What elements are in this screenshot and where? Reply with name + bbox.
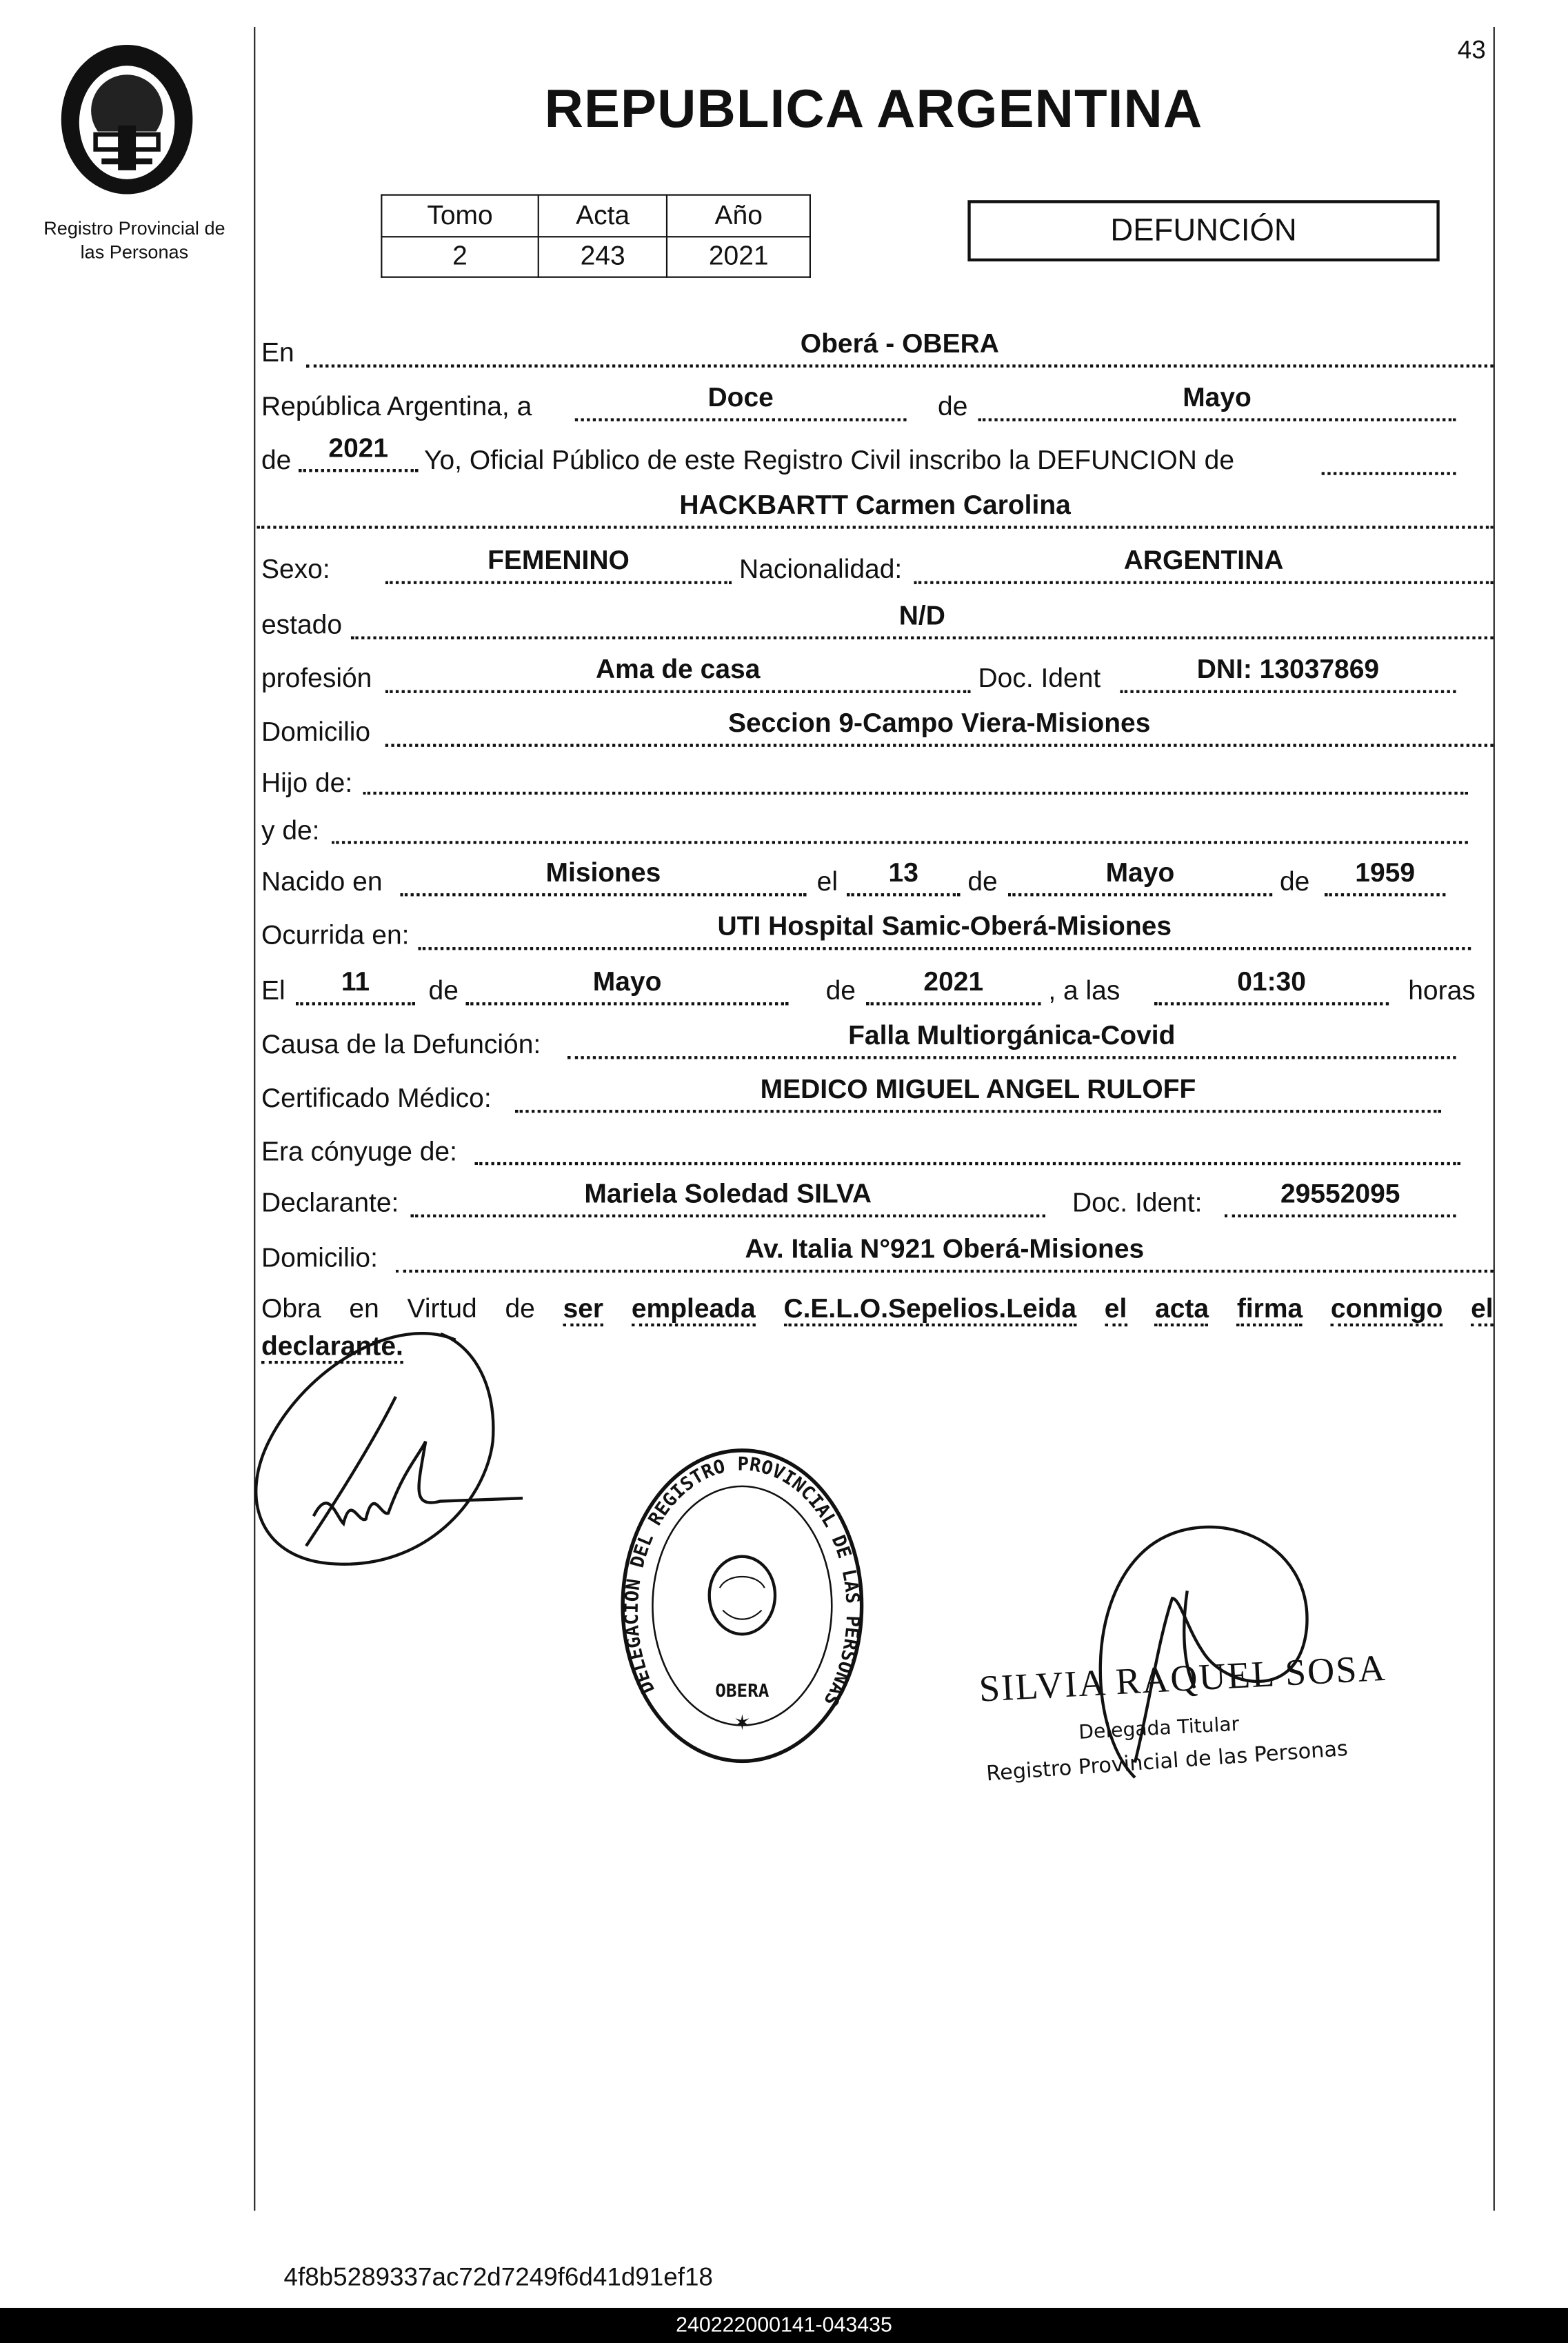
death-time-field: 01:30 bbox=[1154, 966, 1389, 1005]
father-field bbox=[363, 765, 1468, 795]
official-stamp bbox=[615, 1446, 869, 1767]
declarant-name-field: Mariela Soledad SILVA bbox=[411, 1179, 1045, 1217]
nacionalidad-label: Nacionalidad: bbox=[739, 554, 903, 584]
header-tomo: Tomo bbox=[381, 195, 538, 237]
death-place-field: UTI Hospital Samic-Oberá-Misiones bbox=[418, 911, 1471, 950]
obra-value-word: empleada bbox=[632, 1293, 756, 1326]
el-label: El bbox=[261, 975, 285, 1006]
star-icon: ✶ bbox=[733, 1711, 752, 1735]
value-tomo: 2 bbox=[381, 236, 538, 277]
left-margin-line bbox=[254, 27, 255, 2211]
registry-label bbox=[22, 217, 246, 264]
obra-value-end: declarante. bbox=[261, 1331, 403, 1364]
y-de-label: y de: bbox=[261, 815, 320, 846]
obra-word: en bbox=[349, 1293, 379, 1324]
declarante-label: Declarante: bbox=[261, 1187, 399, 1218]
death-month-field: Mayo bbox=[466, 966, 789, 1005]
obra-value-word: C.E.L.O.Sepelios.Leida bbox=[783, 1293, 1076, 1326]
declarant-address-field: Av. Italia N°921 Oberá-Misiones bbox=[396, 1234, 1494, 1273]
conyuge-label: Era cónyuge de: bbox=[261, 1137, 457, 1167]
en-label: En bbox=[261, 337, 294, 368]
stamp-city-text: OBERA bbox=[715, 1681, 770, 1702]
spouse-field bbox=[475, 1133, 1460, 1166]
de-label: de bbox=[261, 445, 292, 475]
birth-day-field: 13 bbox=[847, 857, 961, 896]
doc-ident-field: DNI: 13037869 bbox=[1120, 655, 1456, 693]
doc-ident-label: Doc. Ident: bbox=[1072, 1187, 1203, 1218]
death-day-field: 11 bbox=[296, 966, 415, 1005]
official-office: Registro Provincial de las Personas bbox=[985, 1737, 1349, 1787]
domicilio-label: Domicilio bbox=[261, 717, 371, 747]
registry-label-line-1: Registro Provincial de bbox=[43, 218, 225, 239]
birth-month-field: Mayo bbox=[1008, 857, 1272, 896]
official-name: SILVIA RAQUEL SOSA bbox=[978, 1648, 1388, 1711]
footer-code: 240222000141-043435 bbox=[676, 2312, 892, 2337]
obra-value-word: el bbox=[1471, 1293, 1494, 1326]
header-anio: Año bbox=[667, 195, 810, 237]
inscribo-text: Yo, Oficial Público de este Registro Civil inscribo la DEFUNCION de bbox=[424, 445, 1235, 475]
registration-day-field: Doce bbox=[575, 382, 907, 421]
value-acta: 243 bbox=[539, 236, 667, 277]
marital-status-field: N/D bbox=[351, 601, 1494, 639]
registration-month-field: Mayo bbox=[978, 382, 1456, 421]
horas-label: horas bbox=[1408, 975, 1476, 1006]
page-number: 43 bbox=[1457, 35, 1486, 65]
obra-value-word: firma bbox=[1237, 1293, 1303, 1326]
obra-word: Obra bbox=[261, 1293, 321, 1324]
obra-value-word: ser bbox=[563, 1293, 604, 1326]
blank-field bbox=[1322, 442, 1456, 475]
obra-word: de bbox=[505, 1293, 535, 1324]
de-label: de bbox=[825, 975, 856, 1006]
nationality-field: ARGENTINA bbox=[914, 545, 1493, 584]
profesion-label: profesión bbox=[261, 663, 372, 693]
sex-field: FEMENINO bbox=[385, 545, 732, 584]
birth-year-field: 1959 bbox=[1325, 857, 1445, 896]
el-label: el bbox=[816, 866, 838, 897]
hijo-de-label: Hijo de: bbox=[261, 768, 353, 798]
registration-year-field: 2021 bbox=[299, 433, 418, 472]
header-acta: Acta bbox=[539, 195, 667, 237]
place-field: Oberá - OBERA bbox=[306, 328, 1494, 367]
footer-bar bbox=[0, 2308, 1568, 2343]
address-field: Seccion 9-Campo Viera-Misiones bbox=[385, 708, 1494, 747]
obra-value-word: conmigo bbox=[1331, 1293, 1443, 1326]
medical-certificate-field: MEDICO MIGUEL ANGEL RULOFF bbox=[515, 1074, 1441, 1113]
estado-label: estado bbox=[261, 609, 343, 639]
death-year-field: 2021 bbox=[866, 966, 1041, 1005]
record-table bbox=[381, 195, 811, 278]
sexo-label: Sexo: bbox=[261, 554, 330, 584]
document-type-box: DEFUNCIÓN bbox=[967, 200, 1439, 261]
causa-label: Causa de la Defunción: bbox=[261, 1029, 541, 1059]
declarant-signature bbox=[246, 1322, 545, 1576]
deceased-name-field: HACKBARTT Carmen Carolina bbox=[257, 490, 1494, 528]
a-las-label: , a las bbox=[1048, 975, 1120, 1006]
obra-value-word: acta bbox=[1155, 1293, 1209, 1326]
declarant-doc-field: 29552095 bbox=[1225, 1179, 1456, 1217]
ocurrida-en-label: Ocurrida en: bbox=[261, 920, 410, 950]
republica-label: República Argentina, a bbox=[261, 391, 532, 421]
value-anio: 2021 bbox=[667, 236, 810, 277]
registry-label-line-2: las Personas bbox=[80, 241, 189, 263]
certificado-label: Certificado Médico: bbox=[261, 1083, 492, 1113]
page-title: REPUBLICA ARGENTINA bbox=[544, 77, 1203, 139]
stamp-ring-text: DELEGACION DEL REGISTRO PROVINCIAL DE LAS PERSONAS bbox=[621, 1453, 864, 1710]
obra-word: Virtud bbox=[407, 1293, 477, 1324]
de-label: de bbox=[1280, 866, 1310, 897]
profession-field: Ama de casa bbox=[385, 655, 971, 693]
record-table-row bbox=[381, 236, 810, 277]
right-margin-line bbox=[1494, 27, 1495, 2211]
record-table-header bbox=[381, 195, 810, 237]
nacido-en-label: Nacido en bbox=[261, 866, 383, 897]
document-hash: 4f8b5289337ac72d7249f6d41d91ef18 bbox=[283, 2263, 713, 2292]
de-label: de bbox=[967, 866, 998, 897]
misiones-coat-of-arms-logo bbox=[57, 42, 197, 197]
cause-of-death-field: Falla Multiorgánica-Covid bbox=[567, 1020, 1456, 1059]
doc-ident-label: Doc. Ident bbox=[978, 663, 1101, 693]
de-label: de bbox=[938, 391, 968, 421]
obra-value-word: el bbox=[1105, 1293, 1127, 1326]
de-label: de bbox=[428, 975, 459, 1006]
domicilio-label: Domicilio: bbox=[261, 1242, 378, 1273]
official-role: Delegada Titular bbox=[1078, 1713, 1240, 1745]
birth-place-field: Misiones bbox=[400, 857, 806, 896]
mother-field bbox=[332, 814, 1468, 844]
svg-text:DELEGACION DEL REGISTRO PROVIN bbox=[621, 1453, 863, 1709]
